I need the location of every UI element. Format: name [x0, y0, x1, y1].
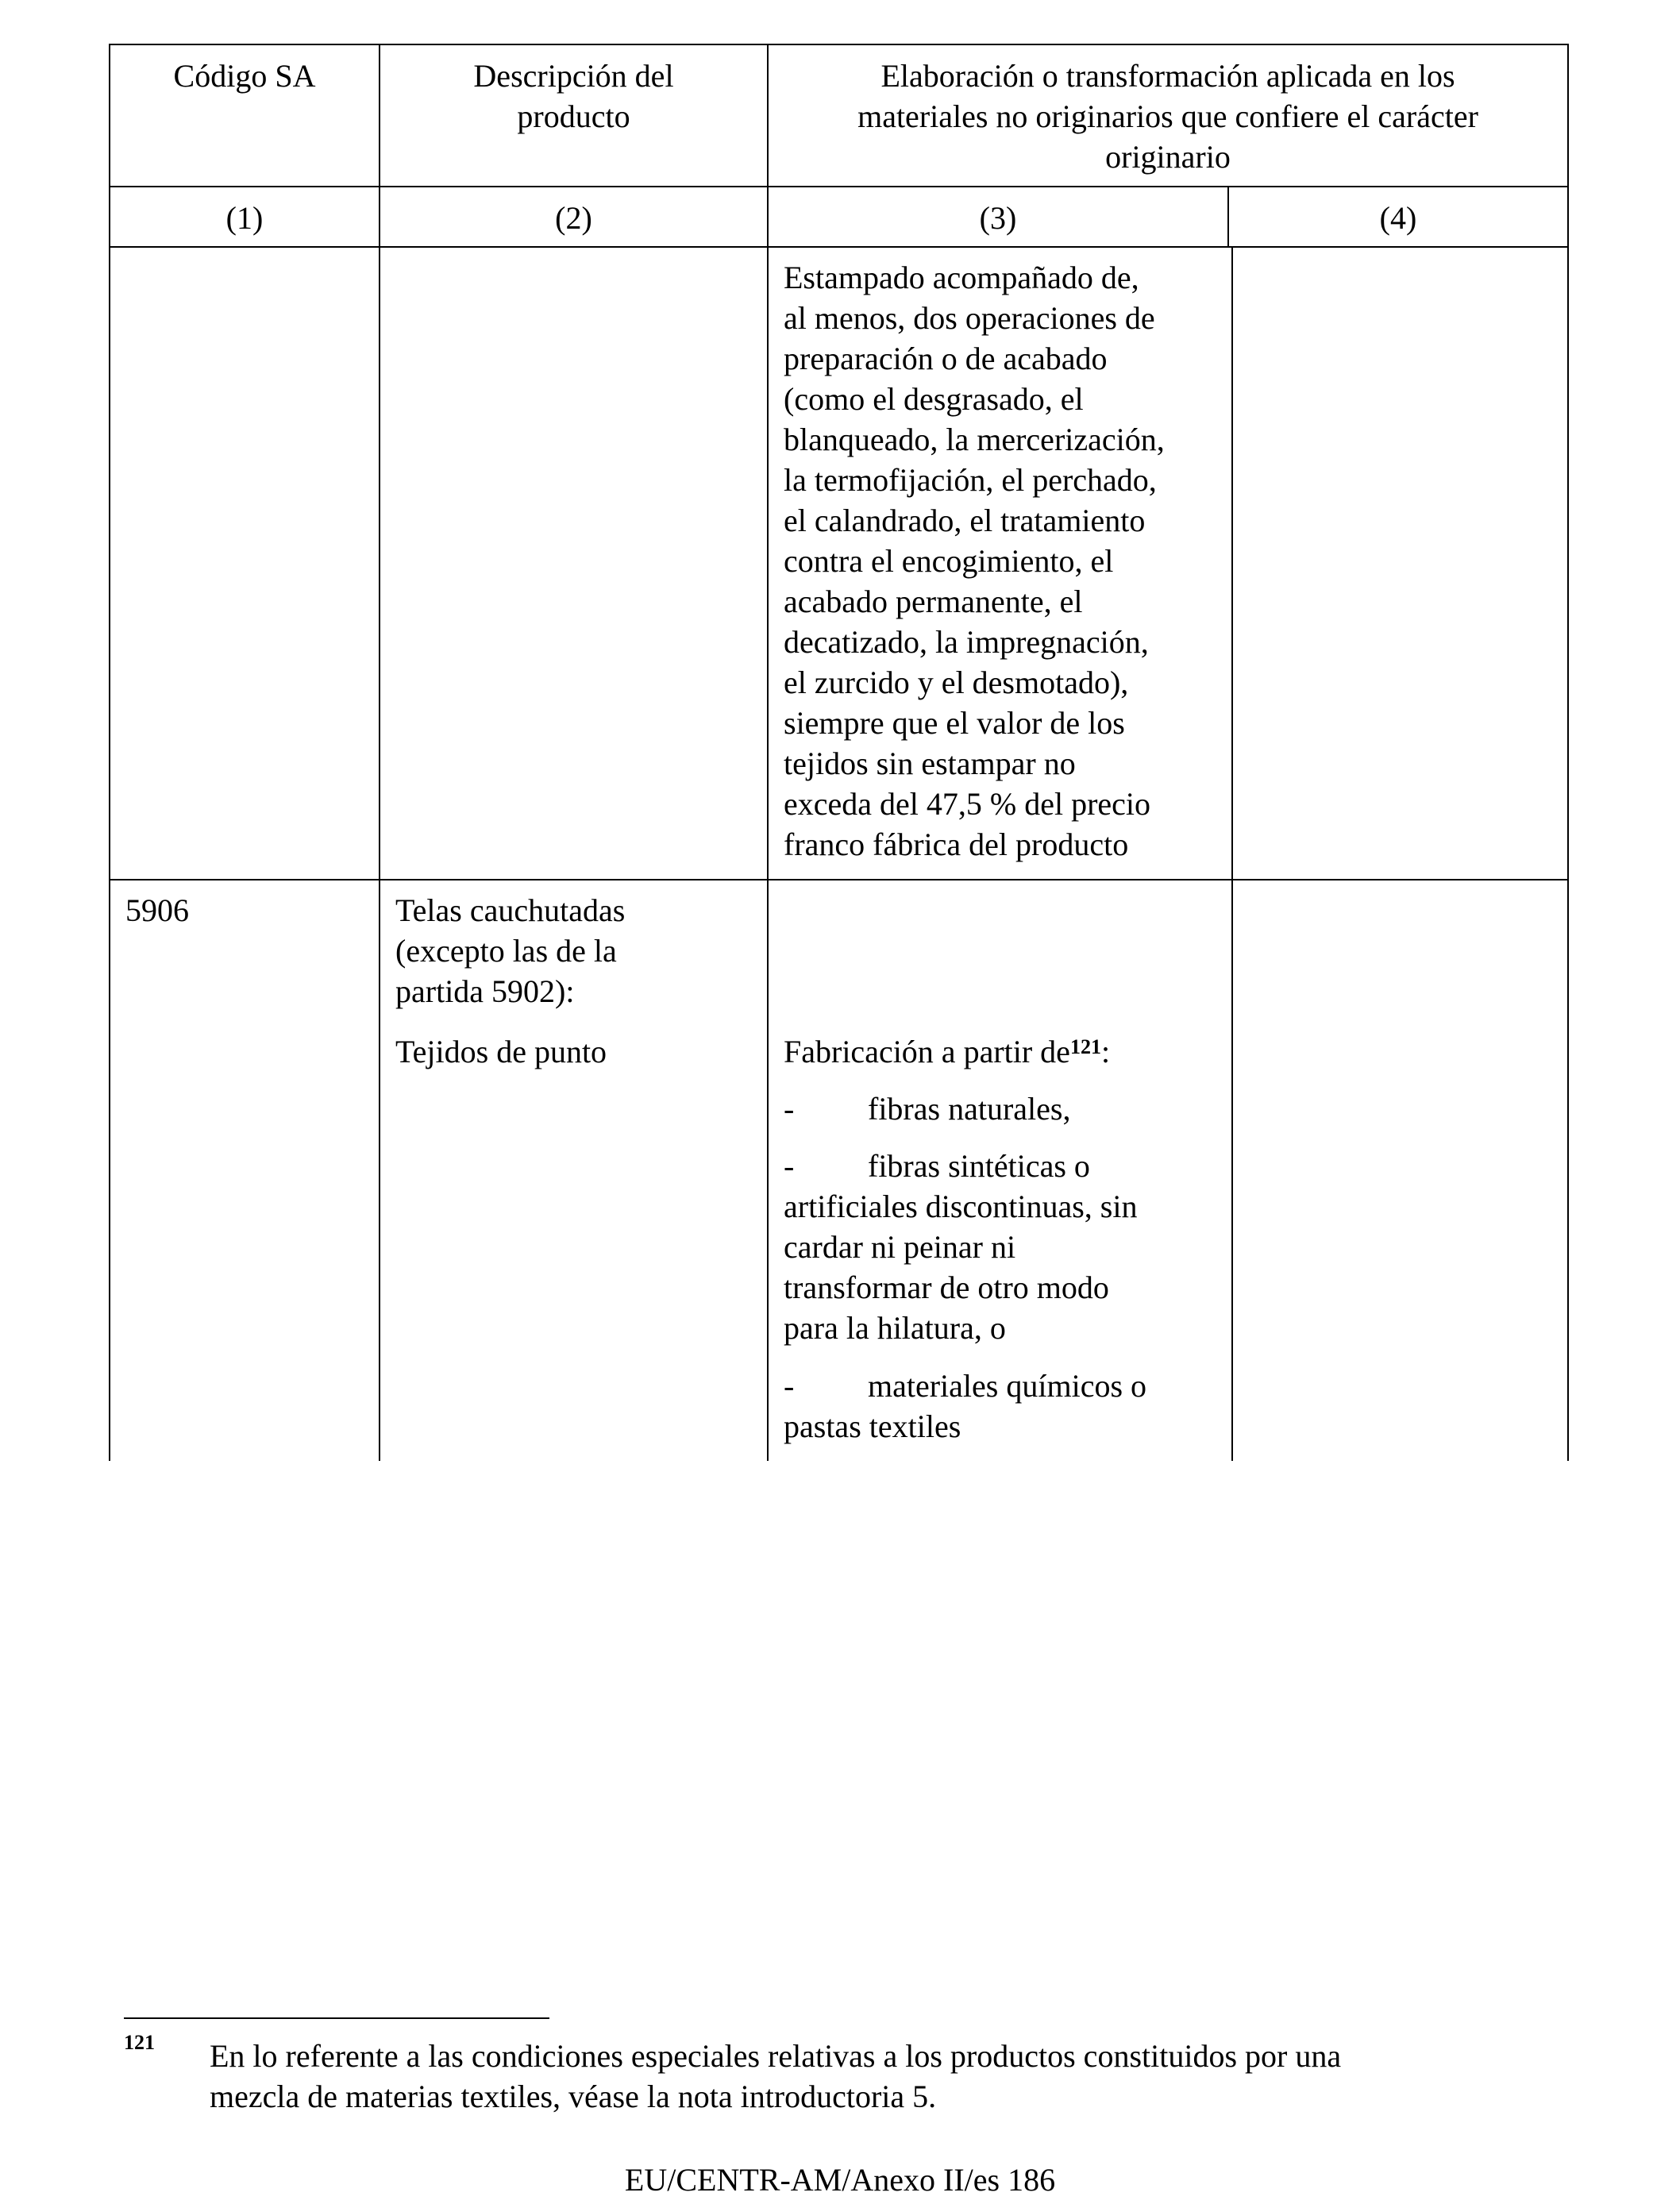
row2-sub-description: Tejidos de punto — [395, 1034, 607, 1069]
footnote-number: 121 — [124, 2031, 155, 2054]
text-line: siempre que el valor de los — [784, 705, 1125, 741]
bullet-text: fibras sintéticas o — [868, 1148, 1090, 1184]
text-line: (excepto las de la — [395, 933, 617, 969]
header-hs-code: Código SA — [173, 58, 316, 94]
footnote-ref-121[interactable]: 121 — [1069, 1035, 1101, 1058]
text-line: exceda del 47,5 % del precio — [784, 786, 1151, 822]
row2-bullet-3 — [784, 1366, 1228, 1447]
footnote-separator — [124, 2017, 549, 2019]
text-line: transformar de otro modo — [784, 1270, 1109, 1305]
table-border-right — [1567, 44, 1569, 1461]
text-line: la termofijación, el perchado, — [784, 462, 1157, 498]
text-line: el zurcido y el desmotado), — [784, 665, 1129, 700]
table-col-divider-1 — [379, 44, 380, 1461]
header-processing-line2: materiales no originarios que confiere el carácter — [857, 98, 1478, 134]
bullet-dash: - — [784, 1148, 795, 1184]
text-line: blanqueado, la mercerización, — [784, 422, 1165, 457]
column-number-3: (3) — [979, 200, 1017, 236]
row2-fabrication — [784, 1031, 1110, 1072]
text-line: al menos, dos operaciones de — [784, 300, 1155, 336]
header-description-line1: Descripción del — [473, 58, 674, 94]
text-line: Estampado acompañado de, — [784, 260, 1139, 295]
header-description-line2: producto — [517, 98, 630, 134]
header-processing-line3: originario — [1105, 139, 1231, 175]
table-col-divider-3b — [1231, 246, 1233, 1461]
text-line: artificiales discontinuas, sin — [784, 1189, 1138, 1224]
row1-processing-text — [784, 257, 1228, 865]
row2-hs-code: 5906 — [125, 892, 189, 928]
text-line: acabado permanente, el — [784, 584, 1083, 619]
table-row-divider — [109, 879, 1569, 880]
text-line: franco fábrica del producto — [784, 826, 1129, 862]
row2-description — [395, 890, 761, 1011]
text-line: cardar ni peinar ni — [784, 1229, 1016, 1265]
page-footer: EU/CENTR-AM/Anexo II/es 186 — [624, 2162, 1056, 2198]
text-line: decatizado, la impregnación, — [784, 624, 1149, 660]
bullet-text: fibras naturales, — [868, 1091, 1071, 1127]
text-line: mezcla de materias textiles, véase la nota introductoria 5. — [210, 2079, 937, 2114]
column-number-2: (2) — [555, 200, 592, 236]
row2-bullet-1 — [784, 1089, 1070, 1129]
fabrication-text: Fabricación a partir de — [784, 1034, 1070, 1069]
footnote-text — [210, 2036, 1639, 2117]
header-processing-line1: Elaboración o transformación aplicada en los — [880, 58, 1455, 94]
table-colnum-divider — [109, 246, 1569, 248]
text-line: para la hilatura, o — [784, 1310, 1006, 1346]
column-number-4: (4) — [1379, 200, 1417, 236]
bullet-dash: - — [784, 1091, 795, 1127]
row2-bullet-2 — [784, 1146, 1228, 1348]
fabrication-colon: : — [1100, 1034, 1111, 1069]
bullet-text: materiales químicos o — [868, 1368, 1147, 1404]
text-line: pastas textiles — [784, 1408, 961, 1444]
table-col-divider-2 — [767, 44, 769, 1461]
text-line: preparación o de acabado — [784, 341, 1108, 376]
text-line: Telas cauchutadas — [395, 892, 626, 928]
table-border-left — [109, 44, 110, 1461]
text-line: contra el encogimiento, el — [784, 543, 1114, 579]
table-header-divider — [109, 186, 1569, 187]
column-number-1: (1) — [225, 200, 264, 236]
bullet-dash: - — [784, 1368, 795, 1404]
table-border-top — [109, 44, 1569, 45]
text-line: partida 5902): — [395, 973, 575, 1009]
text-line: tejidos sin estampar no — [784, 746, 1076, 781]
text-line: el calandrado, el tratamiento — [784, 503, 1146, 538]
text-line: En lo referente a las condiciones especiales relativas a los productos constituidos por una — [210, 2038, 1342, 2074]
text-line: (como el desgrasado, el — [784, 381, 1084, 417]
